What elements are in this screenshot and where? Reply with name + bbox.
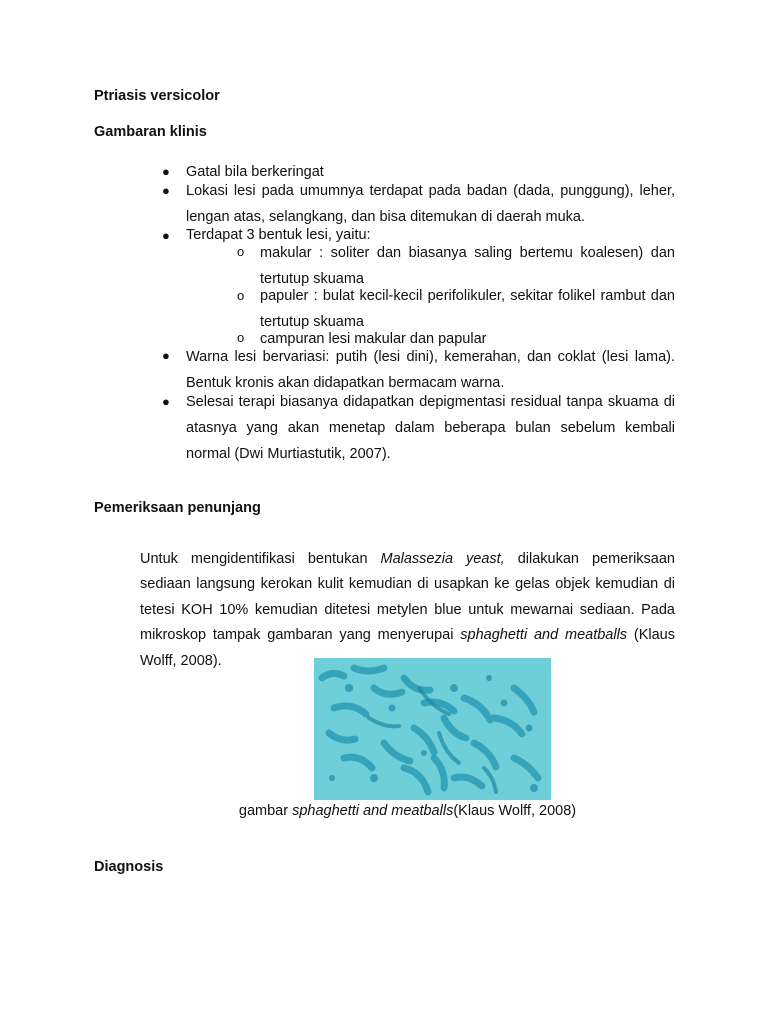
list-item: Selesai terapi biasanya didapatkan depigmentasi residual tanpa skuama di atasnya yang akan menetap dalam beberapa bulan sebelum kembali normal (Dwi Murtiastutik, 2007). xyxy=(186,394,675,462)
paragraph xyxy=(140,547,675,675)
list-item: Lokasi lesi pada umumnya terdapat pada badan (dada, punggung), leher, lengan atas, selangkang, dan bisa ditemukan di daerah muka. xyxy=(186,183,675,225)
paragraph-text: Untuk mengidentifikasi bentukan xyxy=(140,550,381,567)
sub-list-item: makular : soliter dan biasanya saling bertemu koalesen) dan tertutup skuama xyxy=(260,245,675,287)
list-item: Warna lesi bervariasi: putih (lesi dini), kemerahan, dan coklat (lesi lama). Bentuk kronis akan didapatkan bermacam warna. xyxy=(186,349,675,391)
circle-bullet-icon: o xyxy=(237,330,245,345)
paragraph-text: dilakukan pemeriksaan sediaan langsung kerokan kulit kemudian di usapkan ke gelas objek kemudian di tetesi KOH 10% kemudian ditetesi metylen blue untuk mewarnai sediaan. Pada mikroskop tampak gambaran yang menyerupai xyxy=(140,550,675,643)
document-title: Ptriasis versicolor xyxy=(94,88,220,104)
sub-list-item: papuler : bulat kecil-kecil perifolikuler, sekitar folikel rambut dan tertutup skuama xyxy=(260,288,675,330)
bullet-icon: ● xyxy=(162,164,170,179)
italic-term: Malassezia yeast, xyxy=(380,550,505,567)
bullet-icon: ● xyxy=(162,394,170,409)
section-heading-gambaran-klinis: Gambaran klinis xyxy=(94,124,207,140)
bullet-icon: ● xyxy=(162,348,170,363)
figure-caption xyxy=(140,803,675,819)
caption-text: gambar xyxy=(238,803,293,819)
section-heading-pemeriksaan-penunjang: Pemeriksaan penunjang xyxy=(94,500,261,516)
caption-italic: sphaghetti and meatballs xyxy=(292,803,454,819)
microscope-image xyxy=(314,658,551,800)
circle-bullet-icon: o xyxy=(237,288,245,303)
list-item: Gatal bila berkeringat xyxy=(186,164,324,180)
caption-source: (Klaus Wolff, 2008) xyxy=(453,803,577,819)
section-heading-diagnosis: Diagnosis xyxy=(94,859,164,875)
bullet-icon: ● xyxy=(162,228,170,243)
bullet-icon: ● xyxy=(162,183,170,198)
sub-list-item: campuran lesi makular dan papular xyxy=(260,331,487,347)
paragraph-text: (Klaus Wolff, 2008). xyxy=(140,627,675,669)
list-item: Terdapat 3 bentuk lesi, yaitu: xyxy=(186,227,371,243)
circle-bullet-icon: o xyxy=(237,244,245,259)
spaghetti-meatballs-figure xyxy=(314,658,551,800)
italic-term: sphaghetti and meatballs xyxy=(460,627,628,643)
